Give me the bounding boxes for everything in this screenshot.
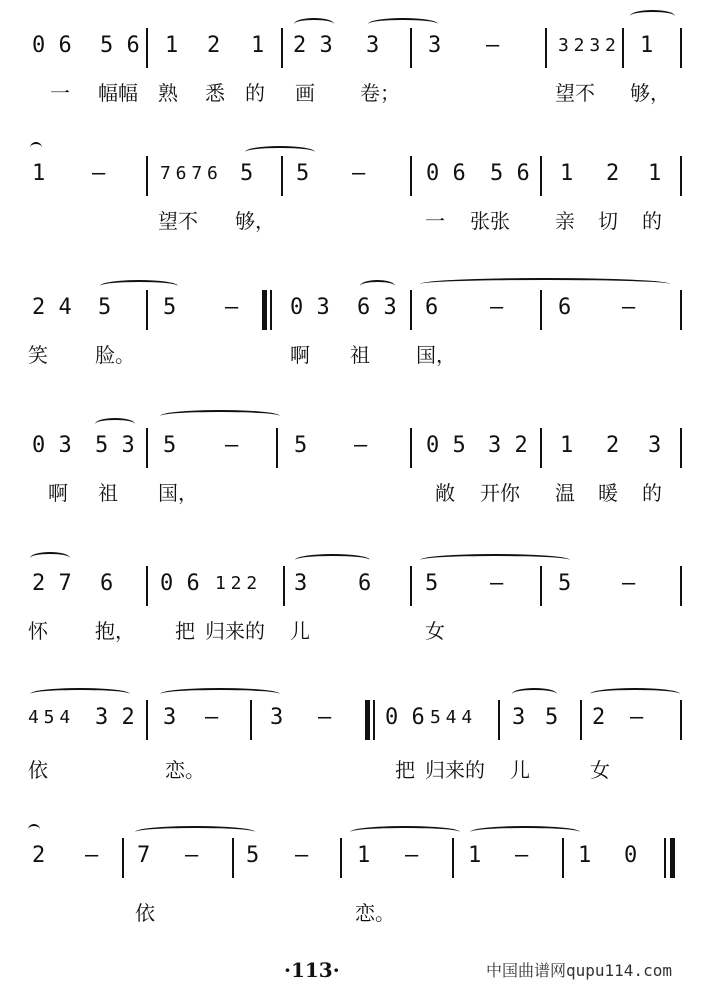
lyric: 一 [425, 209, 445, 233]
note: 3 [270, 705, 284, 730]
lyric: 儿 [510, 758, 530, 782]
barline [410, 290, 412, 330]
slur [160, 688, 280, 700]
lyric: 温 [555, 481, 575, 505]
note: 5 3 [95, 433, 135, 458]
barline [410, 566, 412, 606]
lyric: 女 [590, 758, 610, 782]
lyric: 张张 [470, 209, 510, 233]
note: — [490, 295, 504, 320]
notation-line [0, 0, 701, 80]
note: — [352, 161, 366, 186]
barline [540, 290, 542, 330]
note: 2 [606, 161, 620, 186]
lyric: 女 [425, 619, 445, 643]
score-row-5 [0, 538, 701, 678]
note: 2 7 [32, 571, 72, 596]
note: 4 5 4 [28, 707, 68, 728]
barline [680, 700, 682, 740]
note: 7 6 7 6 [160, 163, 215, 184]
lyric: 切 [598, 209, 618, 233]
notation-line [0, 810, 701, 890]
lyric: 依 [135, 901, 155, 925]
lyric: 啊 [48, 481, 68, 505]
note: 3 2 [95, 705, 135, 730]
barline [373, 700, 375, 740]
repeat-end [365, 700, 370, 740]
note: 1 [560, 161, 574, 186]
slur [630, 10, 675, 22]
note: 5 [163, 433, 177, 458]
lyric: 卷； [360, 81, 400, 105]
slur [294, 18, 334, 30]
lyric: 的 [642, 209, 662, 233]
lyric: 开你 [480, 481, 520, 505]
barline [680, 290, 682, 330]
barline [540, 156, 542, 196]
barline [283, 566, 285, 606]
lyric: 祖 [350, 343, 370, 367]
note: — [630, 705, 644, 730]
slur [160, 410, 280, 422]
lyric: 脸。 [95, 343, 135, 367]
lyric: 恋。 [165, 758, 205, 782]
barline [622, 28, 624, 68]
note: 2 [32, 843, 46, 868]
note: 5 6 [100, 33, 140, 58]
note: 3 [428, 33, 442, 58]
barline [410, 28, 412, 68]
note: 6 3 [357, 295, 397, 320]
slur [30, 688, 130, 700]
note: — [486, 33, 500, 58]
note: 1 [32, 161, 46, 186]
barline [146, 28, 148, 68]
watermark: 中国曲谱网qupu114.com [486, 961, 672, 980]
lyric: 敞 [435, 481, 455, 505]
barline [146, 428, 148, 468]
barline [146, 566, 148, 606]
barline [540, 566, 542, 606]
note: 5 [98, 295, 112, 320]
notation-line [0, 400, 701, 480]
lyric: 儿 [290, 619, 310, 643]
note: — [318, 705, 332, 730]
barline [562, 838, 564, 878]
lyric: 祖 [98, 481, 118, 505]
barline [340, 838, 342, 878]
score-row-7 [0, 810, 701, 950]
barline [232, 838, 234, 878]
slur [95, 418, 135, 430]
lyric: 把 [395, 758, 415, 782]
note: 3 [163, 705, 177, 730]
note: 5 [558, 571, 572, 596]
barline [680, 428, 682, 468]
lyric: 够， [235, 209, 275, 233]
score-row-3 [0, 262, 701, 402]
note: 0 6 [32, 33, 72, 58]
note: 6 [558, 295, 572, 320]
barline [680, 28, 682, 68]
note: — [622, 295, 636, 320]
lyric: 把 [175, 619, 195, 643]
note: 3 [512, 705, 526, 730]
notation-line [0, 672, 701, 752]
note: — [622, 571, 636, 596]
lyric: 国， [158, 481, 198, 505]
lyric: 暖 [598, 481, 618, 505]
slur [470, 826, 580, 838]
note: 5 6 [490, 161, 530, 186]
note: 1 [560, 433, 574, 458]
note: 5 [246, 843, 260, 868]
note: 3 [366, 33, 380, 58]
slur [350, 826, 460, 838]
barline [498, 700, 500, 740]
slur [360, 280, 395, 292]
repeat-start [262, 290, 267, 330]
note: 2 [592, 705, 606, 730]
note: — [92, 161, 106, 186]
note: — [354, 433, 368, 458]
note: 5 4 4 [430, 707, 470, 728]
note: 0 [624, 843, 638, 868]
note: — [295, 843, 309, 868]
lyric: 抱， [95, 619, 135, 643]
barline [250, 700, 252, 740]
note: — [185, 843, 199, 868]
lyric: 够， [630, 81, 670, 105]
note: 3 [294, 571, 308, 596]
note: 5 [425, 571, 439, 596]
barline [580, 700, 582, 740]
lyric: 的 [642, 481, 662, 505]
note: 1 [468, 843, 482, 868]
barline [680, 566, 682, 606]
note: 1 [648, 161, 662, 186]
barline [545, 28, 547, 68]
barline [452, 838, 454, 878]
lyric: 熟 [158, 81, 178, 105]
lyric: 依 [28, 758, 48, 782]
note: — [225, 433, 239, 458]
notation-line [0, 128, 701, 208]
note: 0 3 [32, 433, 72, 458]
lyric: 归来的 [425, 758, 485, 782]
slur [420, 554, 570, 566]
lyric: 笑 [28, 343, 48, 367]
barline [276, 428, 278, 468]
slur [590, 688, 680, 700]
note: 1 [357, 843, 371, 868]
note: 0 6 [426, 161, 466, 186]
barline [680, 156, 682, 196]
note: 5 [296, 161, 310, 186]
slur [420, 278, 670, 290]
note: 0 6 [385, 705, 425, 730]
score-row-2 [0, 128, 701, 268]
slur [512, 688, 557, 700]
slur [135, 826, 255, 838]
note: 2 [207, 33, 221, 58]
note: — [85, 843, 99, 868]
lyric: 国， [416, 343, 456, 367]
barline [410, 428, 412, 468]
note: 3 2 3 2 [558, 35, 613, 56]
barline [146, 156, 148, 196]
note: — [490, 571, 504, 596]
lyric: 啊 [290, 343, 310, 367]
barline [270, 290, 272, 330]
slur [245, 146, 315, 158]
lyric: 望不 [158, 209, 198, 233]
slur [28, 824, 40, 836]
barline [122, 838, 124, 878]
note: 1 2 2 [215, 573, 255, 594]
slur [295, 554, 370, 566]
lyric: 归来的 [205, 619, 265, 643]
barline [281, 156, 283, 196]
slur [30, 142, 42, 154]
lyric: 怀 [28, 619, 48, 643]
note: 0 3 [290, 295, 330, 320]
note: 0 6 [160, 571, 200, 596]
lyric: 一 [50, 81, 70, 105]
note: 6 [100, 571, 114, 596]
note: 3 2 [488, 433, 528, 458]
barline [146, 700, 148, 740]
slur [30, 552, 70, 564]
final-barline [670, 838, 675, 878]
note: 3 [648, 433, 662, 458]
note: 2 3 [293, 33, 333, 58]
note: 2 [606, 433, 620, 458]
note: 1 [165, 33, 179, 58]
note: 5 [294, 433, 308, 458]
lyric: 的 [245, 81, 265, 105]
note: 1 [251, 33, 265, 58]
note: 1 [640, 33, 654, 58]
note: 5 [545, 705, 559, 730]
note: 5 [240, 161, 254, 186]
barline [410, 156, 412, 196]
lyric: 恋。 [355, 901, 395, 925]
page-number: ·113· [284, 958, 340, 982]
score-row-6 [0, 672, 701, 812]
note: — [225, 295, 239, 320]
lyric: 望不 [555, 81, 595, 105]
note: — [205, 705, 219, 730]
note: 5 [163, 295, 177, 320]
note: 2 4 [32, 295, 72, 320]
note: 0 5 [426, 433, 466, 458]
lyric: 悉 [205, 81, 225, 105]
note: 1 [578, 843, 592, 868]
barline [540, 428, 542, 468]
barline [146, 290, 148, 330]
barline [664, 838, 666, 878]
note: 6 [358, 571, 372, 596]
barline [281, 28, 283, 68]
note: 6 [425, 295, 439, 320]
note: 7 [137, 843, 151, 868]
lyric: 画 [295, 81, 315, 105]
notation-line [0, 538, 701, 618]
notation-line [0, 262, 701, 342]
note: — [405, 843, 419, 868]
slur [100, 280, 178, 292]
note: — [515, 843, 529, 868]
lyric: 幅幅 [98, 81, 138, 105]
lyric: 亲 [555, 209, 575, 233]
score-row-4 [0, 400, 701, 540]
score-row-1 [0, 0, 701, 140]
slur [368, 18, 438, 30]
